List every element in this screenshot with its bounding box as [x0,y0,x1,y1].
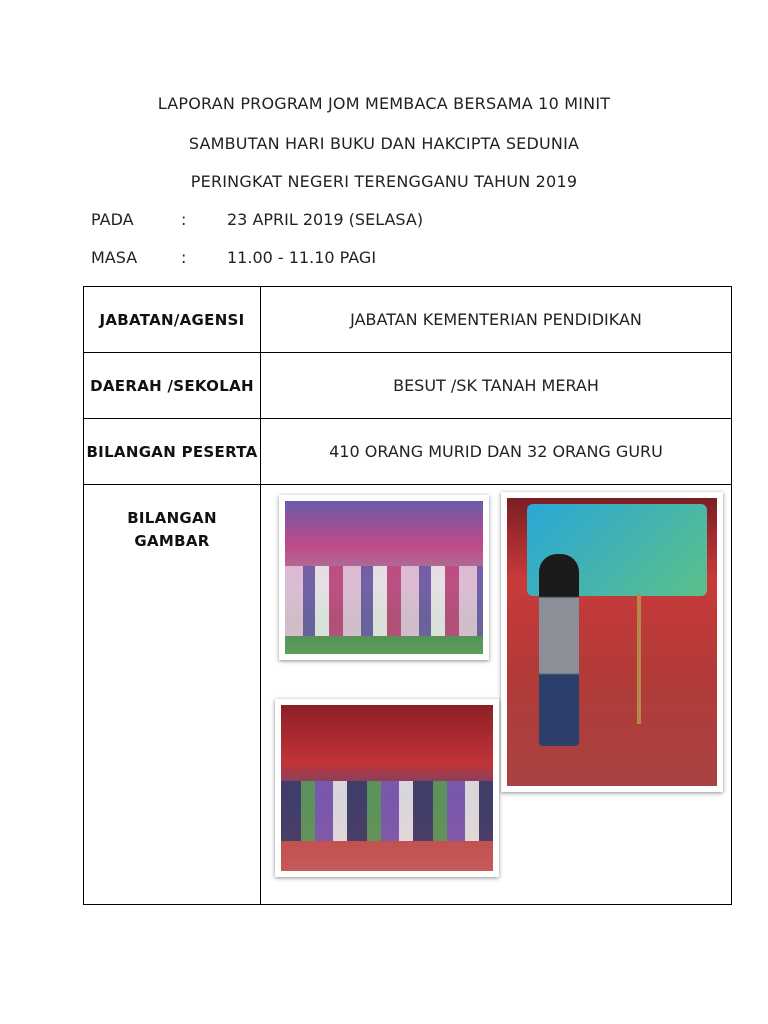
photo-scene [285,501,483,654]
agency-label: JABATAN/AGENSI [84,287,261,353]
crowd-shape [285,566,483,636]
report-table [83,286,732,905]
meta-date-label: PADA [91,210,134,229]
table-row-gallery [84,485,732,905]
crowd-shape [281,781,493,841]
meta-date-colon: : [181,210,187,229]
agency-value: JABATAN KEMENTERIAN PENDIDIKAN [261,287,732,353]
gallery-label [84,485,261,905]
photo-teachers-reading [275,699,499,877]
report-subtitle: SAMBUTAN HARI BUKU DAN HAKCIPTA SEDUNIA [188,134,580,153]
photo-scene [281,705,493,871]
table-row-participants [84,419,732,485]
participants-label: BILANGAN PESERTA [84,419,261,485]
student-figure-shape [539,554,579,746]
photo-scene [507,498,717,786]
district-value: BESUT /SK TANAH MERAH [261,353,732,419]
meta-date-value: 23 APRIL 2019 (SELASA) [227,210,424,229]
gallery-label-line1: BILANGAN [127,509,217,527]
district-label: DAERAH /SEKOLAH [84,353,261,419]
report-level: PERINGKAT NEGERI TERENGGANU TAHUN 2019 [190,172,578,191]
report-title: LAPORAN PROGRAM JOM MEMBACA BERSAMA 10 MINIT [157,94,611,113]
photo-gallery [261,485,732,905]
meta-time-label: MASA [91,248,138,267]
gallery-label-line2: GAMBAR [134,532,210,550]
photo-student-speaking [501,492,723,792]
table-row-agency [84,287,732,353]
table-row-district [84,353,732,419]
photo-pupils-reading [279,495,489,660]
easel-shape [637,594,641,724]
meta-time-colon: : [181,248,187,267]
meta-time-value: 11.00 - 11.10 PAGI [227,248,377,267]
participants-value: 410 ORANG MURID DAN 32 ORANG GURU [261,419,732,485]
